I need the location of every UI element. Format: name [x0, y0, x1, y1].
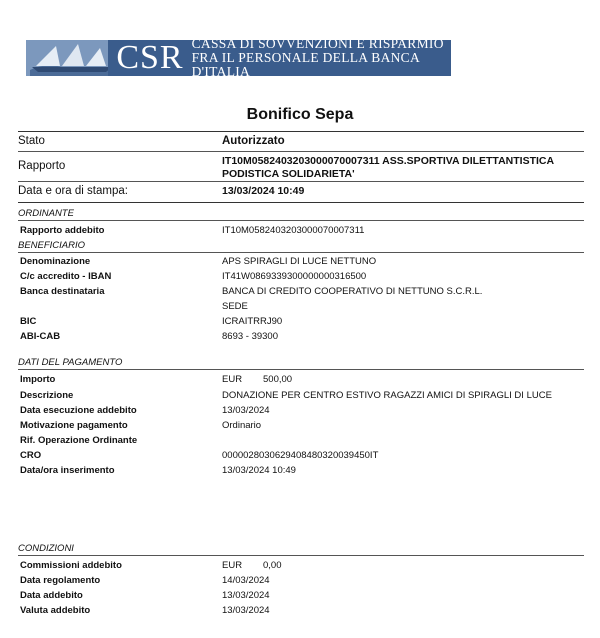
bic-value: ICRAITRRJ90 [222, 316, 283, 327]
commissioni-amount: 0,00 [263, 560, 282, 571]
section-beneficiario: BENEFICIARIO [18, 240, 86, 251]
valuta-addebito-value: 13/03/2024 [222, 605, 270, 616]
stato-value: Autorizzato [222, 135, 285, 147]
importo-label: Importo [20, 374, 56, 385]
motivazione-value: Ordinario [222, 420, 262, 431]
divider [18, 220, 584, 221]
banca-label: Banca destinataria [20, 286, 105, 297]
denominazione-label: Denominazione [20, 256, 91, 267]
abicab-label: ABI-CAB [20, 331, 61, 342]
logo-abbreviation: CSR [116, 40, 184, 76]
motivazione-label: Motivazione pagamento [20, 420, 128, 431]
stampa-value: 13/03/2024 10:49 [222, 185, 305, 197]
stato-label: Stato [18, 135, 45, 147]
cro-label: CRO [20, 450, 42, 461]
banca-value: BANCA DI CREDITO COOPERATIVO DI NETTUNO S.C.R.L. [222, 286, 483, 297]
bic-label: BIC [20, 316, 37, 327]
rapporto-value-line1: IT10M0582403203000070007311 ASS.SPORTIVA DILETTANTISTICA [222, 155, 555, 167]
section-condizioni: CONDIZIONI [18, 543, 74, 554]
banca-value-sede: SEDE [222, 301, 248, 312]
regolamento-label: Data regolamento [20, 575, 101, 586]
divider [18, 252, 584, 253]
inserimento-value: 13/03/2024 10:49 [222, 465, 296, 476]
iban-label: C/c accredito - IBAN [20, 271, 112, 282]
ship-emblem-icon [26, 40, 108, 76]
data-addebito-label: Data addebito [20, 590, 83, 601]
rapporto-addebito-label: Rapporto addebito [20, 225, 105, 236]
logo-bank-name [192, 40, 451, 76]
iban-value: IT41W0869339300000000316500 [222, 271, 367, 282]
rapporto-value-line2: PODISTICA SOLIDARIETA' [222, 168, 355, 180]
divider [18, 555, 584, 556]
denominazione-value: APS SPIRAGLI DI LUCE NETTUNO [222, 256, 377, 267]
section-ordinante: ORDINANTE [18, 208, 74, 219]
divider [18, 202, 584, 203]
logo-line-2: FRA IL PERSONALE DELLA BANCA D'ITALIA [191, 50, 420, 76]
commissioni-label: Commissioni addebito [20, 560, 122, 571]
page-title: Bonifico Sepa [246, 106, 354, 123]
logo-line-1: CASSA DI SOVVENZIONI E RISPARMIO [191, 40, 444, 51]
divider [18, 181, 584, 182]
csr-logo [26, 40, 451, 76]
importo-currency: EUR [222, 374, 243, 385]
section-pagamento: DATI DEL PAGAMENTO [18, 357, 123, 368]
data-esecuzione-label: Data esecuzione addebito [20, 405, 137, 416]
data-esecuzione-value: 13/03/2024 [222, 405, 270, 416]
rapporto-label: Rapporto [18, 160, 66, 172]
rif-operazione-label: Rif. Operazione Ordinante [20, 435, 138, 446]
divider [18, 131, 584, 132]
abicab-value: 8693 - 39300 [222, 331, 278, 342]
descrizione-label: Descrizione [20, 390, 74, 401]
rapporto-addebito-value: IT10M0582403203000070007311 [222, 225, 365, 236]
inserimento-label: Data/ora inserimento [20, 465, 115, 476]
stampa-label: Data e ora di stampa: [18, 185, 128, 197]
valuta-addebito-label: Valuta addebito [20, 605, 91, 616]
regolamento-value: 14/03/2024 [222, 575, 270, 586]
divider [18, 151, 584, 152]
descrizione-value: DONAZIONE PER CENTRO ESTIVO RAGAZZI AMICI DI SPIRAGLI DI LUCE [222, 390, 552, 401]
divider [18, 369, 584, 370]
data-addebito-value: 13/03/2024 [222, 590, 270, 601]
commissioni-currency: EUR [222, 560, 243, 571]
cro-value: 0000028030629408480320039450IT [222, 450, 379, 461]
importo-amount: 500,00 [263, 374, 293, 385]
